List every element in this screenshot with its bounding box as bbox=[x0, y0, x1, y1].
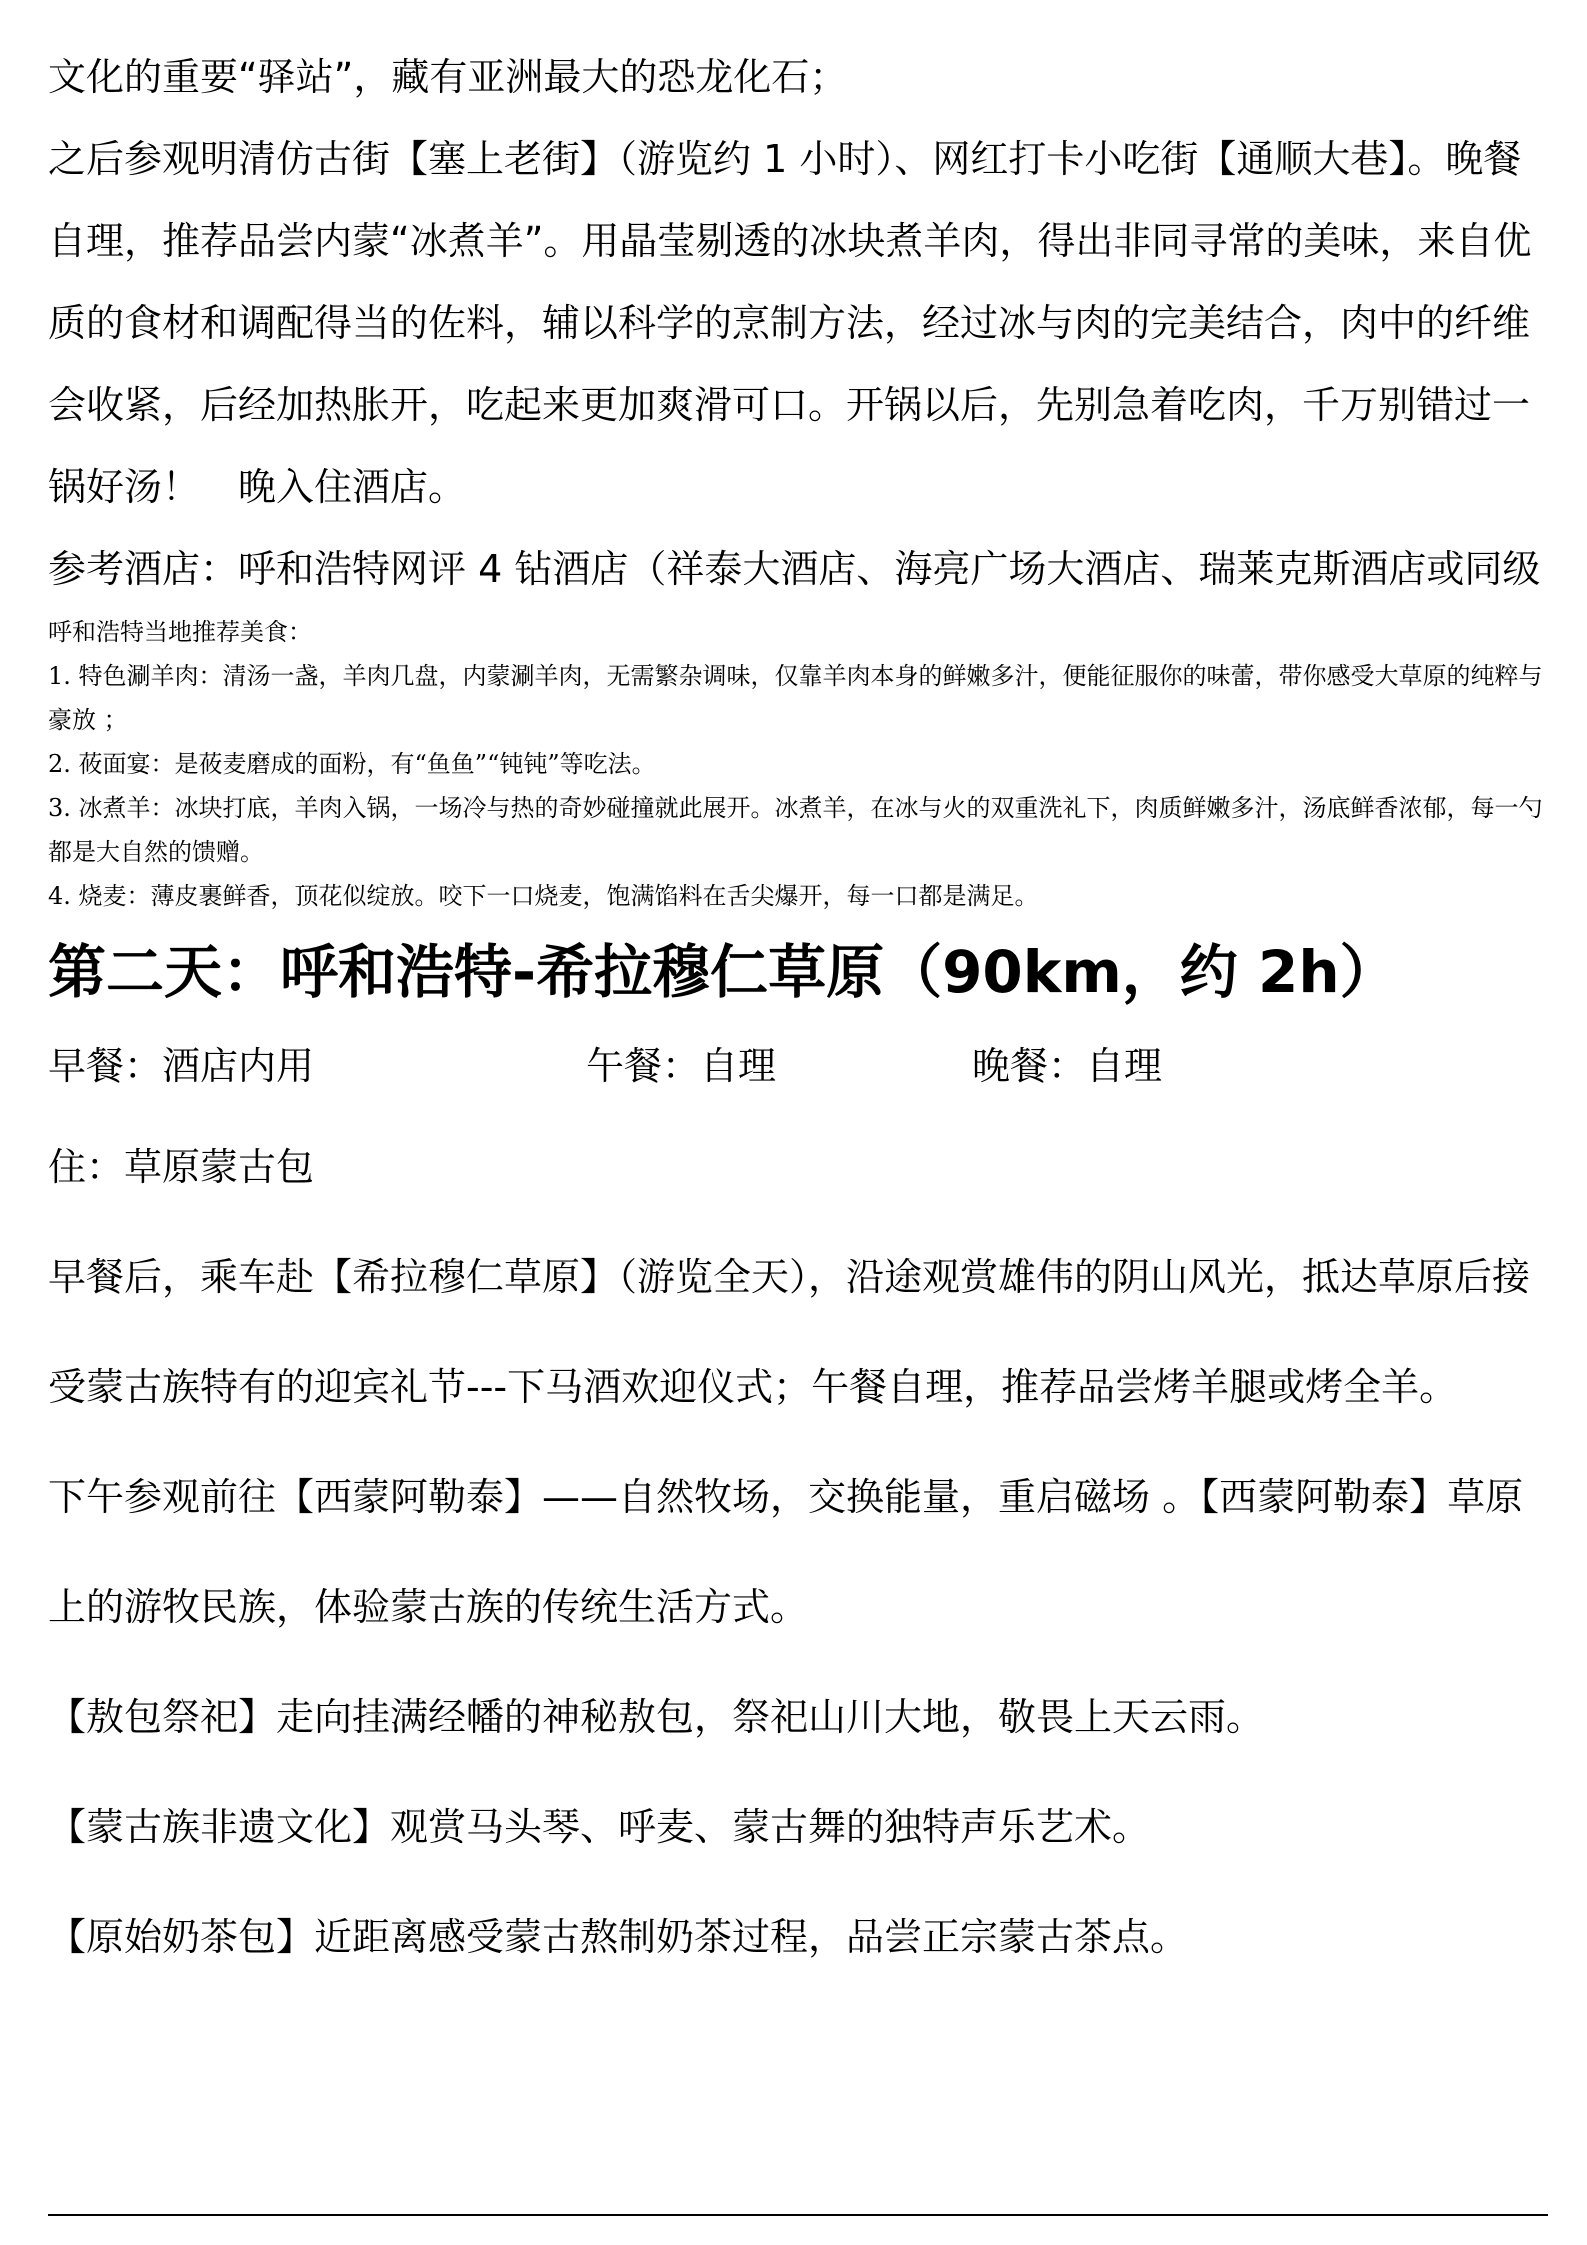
day-2-afternoon-paragraph: 下午参观前往【西蒙阿勒泰】——自然牧场，交换能量，重启磁场 。【西蒙阿勒泰】草原上的游牧民族，体验蒙古族的传统生活方式。 bbox=[48, 1475, 1524, 1629]
intro-line-1: 文化的重要“驿站”，藏有亚洲最大的恐龙化石； bbox=[48, 55, 848, 99]
food-item-shuanyangrou: 1. 特色涮羊肉：清汤一盏，羊肉几盘，内蒙涮羊肉，无需繁杂调味，仅靠羊肉本身的鲜嫩多汁，便能征服你的味蕾，带你感受大草原的纯粹与豪放 ； bbox=[48, 662, 1543, 734]
bottom-divider bbox=[48, 2214, 1548, 2216]
local-food-section bbox=[48, 610, 1548, 918]
activity-aobao-ritual: 【敖包祭祀】走向挂满经幡的神秘敖包，祭祀山川大地，敬畏上天云雨。 bbox=[48, 1695, 1265, 1739]
breakfast-info: 早餐：酒店内用 bbox=[48, 1044, 315, 1088]
dinner-info: 晚餐：自理 bbox=[972, 1044, 1163, 1088]
reference-hotel: 参考酒店：呼和浩特网评 4 钻酒店（祥泰大酒店、海亮广场大酒店、瑞莱克斯酒店或同级 bbox=[48, 547, 1541, 591]
accommodation-info: 住：草原蒙古包 bbox=[48, 1145, 315, 1189]
itinerary-page bbox=[48, 36, 1548, 1992]
day-2-morning-paragraph: 早餐后，乘车赴【希拉穆仁草原】（游览全天），沿途观赏雄伟的阴山风光，抵达草原后接受蒙古族特有的迎宾礼节---下马酒欢迎仪式；午餐自理，推荐品尝烤羊腿或烤全羊。 bbox=[48, 1255, 1531, 1409]
activity-intangible-culture: 【蒙古族非遗文化】观赏马头琴、呼麦、蒙古舞的独特声乐艺术。 bbox=[48, 1805, 1151, 1849]
activity-milk-tea: 【原始奶茶包】近距离感受蒙古熬制奶茶过程，品尝正宗蒙古茶点。 bbox=[48, 1915, 1189, 1959]
food-item-bingzhuyang: 3. 冰煮羊：冰块打底，羊肉入锅，一场冷与热的奇妙碰撞就此展开。冰煮羊，在冰与火的双重洗礼下，肉质鲜嫩多汁，汤底鲜香浓郁，每一勺都是大自然的馈赠。 bbox=[48, 794, 1543, 866]
food-item-youmian: 2. 莜面宴：是莜麦磨成的面粉，有“鱼鱼”“钝钝”等吃法。 bbox=[48, 750, 656, 778]
food-item-shaomai: 4. 烧麦：薄皮裹鲜香，顶花似绽放。咬下一口烧麦，饱满馅料在舌尖爆开，每一口都是满足。 bbox=[48, 882, 1039, 910]
intro-paragraph-dinner: 之后参观明清仿古街【塞上老街】（游览约 1 小时）、网红打卡小吃街【通顺大巷】。晚餐自理，推荐品尝内蒙“冰煮羊”。用晶莹剔透的冰块煮羊肉，得出非同寻常的美味，来自优质的食材和调配得当的佐料，辅以科学的烹制方法，经过冰与肉的完美结合，肉中的纤维会收紧，后经加热胀开，吃起来更加爽滑可口。开锅以后，先别急着吃肉，千万别错过一锅好汤！ 晚入住酒店。 bbox=[48, 137, 1532, 509]
meal-plan bbox=[48, 1020, 1548, 1112]
food-section-title: 呼和浩特当地推荐美食： bbox=[48, 618, 312, 646]
day-2-title: 第二天：呼和浩特-希拉穆仁草原（90km，约 2h） bbox=[48, 938, 1398, 1006]
lunch-info: 午餐：自理 bbox=[586, 1044, 777, 1088]
